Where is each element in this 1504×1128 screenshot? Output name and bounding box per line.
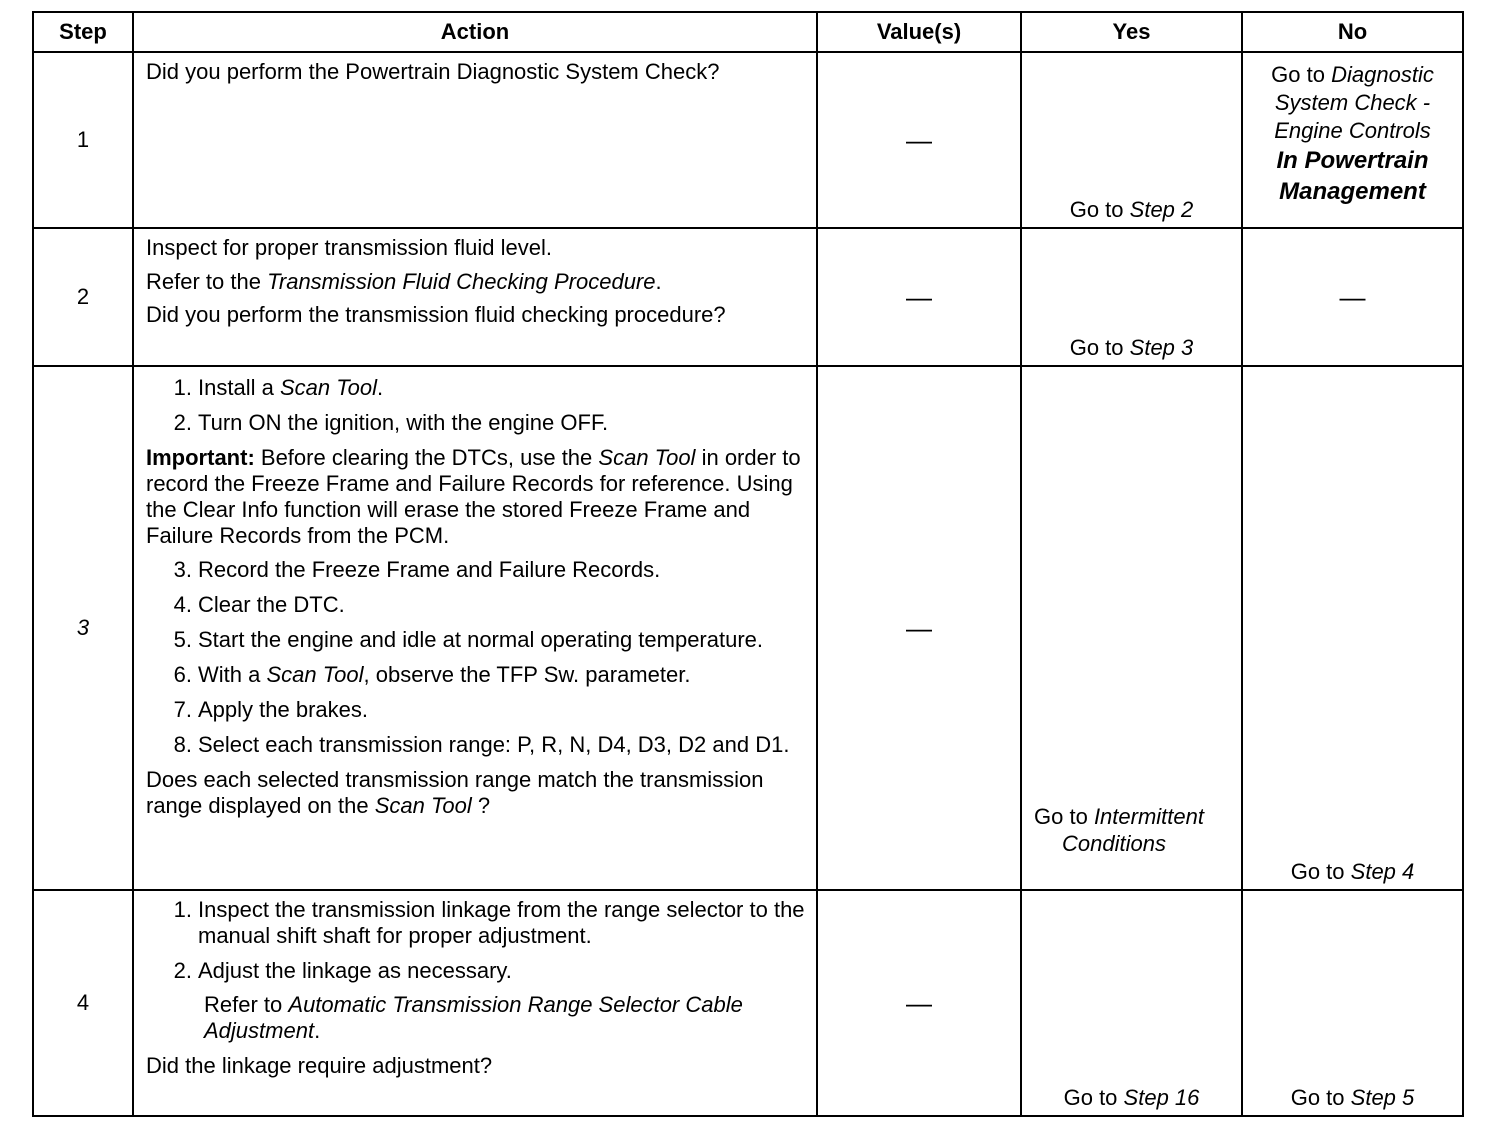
item-number: 6. [173, 662, 192, 687]
step-reference: Step 4 [1350, 859, 1415, 884]
step-number: 4 [33, 890, 133, 1116]
important-note [146, 445, 806, 549]
no-cell [1242, 890, 1463, 1116]
item-number: 1. [173, 375, 192, 400]
item-text: Adjust the linkage as necessary. [198, 958, 512, 983]
punctuation: . [377, 375, 384, 400]
item-text: Install a [198, 375, 274, 400]
item-number: 8. [173, 732, 192, 757]
reference-line: Diagnostic [1331, 62, 1434, 87]
tool-reference: Scan Tool [279, 375, 377, 400]
step-number: 1 [33, 52, 133, 228]
action-cell [133, 890, 817, 1116]
reference-section: In Powertrain [1276, 147, 1429, 174]
note-text: Before clearing the DTCs, use the [260, 445, 593, 470]
item-text: Select each transmission range: P, R, N, D4, D3, D2 and D1. [198, 732, 790, 757]
go-to-label: Go to [1063, 1085, 1118, 1110]
value-cell: — [817, 52, 1021, 228]
step-reference: Step 3 [1129, 335, 1194, 360]
reference-line: System Check - [1274, 90, 1431, 115]
action-question: Did you perform the Powertrain Diagnostic System Check? [146, 59, 720, 84]
instruction-list [146, 375, 806, 436]
value-cell: — [817, 890, 1021, 1116]
list-item [146, 592, 806, 618]
no-link[interactable] [1243, 859, 1462, 885]
go-to-label: Go to [1290, 1085, 1345, 1110]
important-label: Important: [146, 445, 255, 470]
no-cell [1242, 52, 1463, 228]
action-refer [146, 992, 806, 1044]
step-number-text: 3 [76, 615, 90, 640]
yes-cell [1021, 52, 1242, 228]
header-row [33, 12, 1463, 52]
go-to-label: Go to [1069, 197, 1124, 222]
value-cell: — [817, 228, 1021, 366]
note-text: in order to record the Freeze Frame and Failure Records for reference. Using the Clear Info function will erase the stored Freeze Frame and Failure Records from the PCM. [146, 445, 801, 548]
no-value: — [1339, 282, 1366, 312]
value-cell: — [817, 366, 1021, 890]
item-text: , observe the TFP Sw. parameter. [363, 662, 691, 687]
action-cell [133, 366, 817, 890]
item-number: 5. [173, 627, 192, 652]
tool-reference: Scan Tool [598, 445, 696, 470]
step-number [33, 366, 133, 890]
header-action: Action [133, 12, 817, 52]
no-cell [1242, 366, 1463, 890]
reference-line: Conditions [1062, 831, 1166, 856]
item-number: 7. [173, 697, 192, 722]
tool-reference: Scan Tool [374, 793, 472, 818]
action-refer [146, 269, 806, 295]
diagnostic-table [32, 11, 1464, 1117]
action-question [146, 767, 806, 819]
list-item [146, 697, 806, 723]
refer-label: Refer to the [146, 269, 261, 294]
question-text: Does each selected transmission range match the transmission range displayed on the [146, 767, 764, 818]
instruction-list [146, 897, 806, 984]
punctuation: ? [477, 793, 491, 818]
step-reference: Step 5 [1350, 1085, 1415, 1110]
item-text: Start the engine and idle at normal operating temperature. [198, 627, 764, 652]
item-text: Record the Freeze Frame and Failure Records. [198, 557, 661, 582]
yes-cell [1021, 228, 1242, 366]
item-text: Inspect the transmission linkage from the range selector to the manual shift shaft for proper adjustment. [198, 897, 805, 948]
item-text: Clear the DTC. [198, 592, 345, 617]
item-text: Apply the brakes. [198, 697, 368, 722]
go-to-label: Go to [1034, 804, 1088, 829]
yes-link[interactable] [1022, 197, 1241, 223]
item-number: 2. [173, 410, 192, 435]
item-number: 1. [173, 897, 192, 922]
table-row-step-3 [33, 366, 1463, 890]
list-item [146, 410, 806, 436]
reference-line: Intermittent [1093, 804, 1204, 829]
action-text: Inspect for proper transmission fluid level. [146, 235, 552, 260]
action-question: Did the linkage require adjustment? [146, 1053, 493, 1078]
no-cell [1242, 228, 1463, 366]
list-item [146, 958, 806, 984]
yes-link[interactable] [1022, 1085, 1241, 1111]
punctuation: . [655, 269, 662, 294]
list-item [146, 662, 806, 688]
item-text: With a [198, 662, 261, 687]
refer-label: Refer to [204, 992, 283, 1017]
reference-line: Engine Controls [1274, 118, 1431, 143]
no-link[interactable] [1243, 53, 1462, 207]
tool-reference: Scan Tool [266, 662, 364, 687]
step-reference: Step 16 [1123, 1085, 1200, 1110]
go-to-label: Go to [1271, 62, 1325, 87]
yes-cell [1021, 890, 1242, 1116]
action-cell [133, 228, 817, 366]
header-no: No [1242, 12, 1463, 52]
list-item [146, 627, 806, 653]
action-cell [133, 52, 817, 228]
item-number: 4. [173, 592, 192, 617]
list-item [146, 732, 806, 758]
item-number: 3. [173, 557, 192, 582]
step-reference: Step 2 [1129, 197, 1194, 222]
header-values: Value(s) [817, 12, 1021, 52]
list-item [146, 557, 806, 583]
header-step: Step [33, 12, 133, 52]
procedure-reference[interactable]: Automatic Transmission Range Selector Cable Adjustment [204, 992, 743, 1043]
reference-section: Management [1279, 178, 1426, 205]
header-yes: Yes [1021, 12, 1242, 52]
list-item [146, 375, 806, 401]
table-row-step-1 [33, 52, 1463, 228]
punctuation: . [314, 1018, 321, 1043]
list-item [146, 897, 806, 949]
table-row-step-2 [33, 228, 1463, 366]
yes-link[interactable] [1034, 803, 1237, 857]
yes-link[interactable] [1022, 335, 1241, 361]
item-text: Turn ON the ignition, with the engine OFF. [198, 410, 609, 435]
go-to-label: Go to [1290, 859, 1345, 884]
instruction-list [146, 557, 806, 758]
step-number: 2 [33, 228, 133, 366]
item-number: 2. [173, 958, 192, 983]
no-link[interactable] [1243, 1085, 1462, 1111]
procedure-reference[interactable]: Transmission Fluid Checking Procedure [267, 269, 656, 294]
action-question: Did you perform the transmission fluid checking procedure? [146, 302, 726, 327]
yes-cell [1021, 366, 1242, 890]
table-row-step-4 [33, 890, 1463, 1116]
go-to-label: Go to [1069, 335, 1124, 360]
